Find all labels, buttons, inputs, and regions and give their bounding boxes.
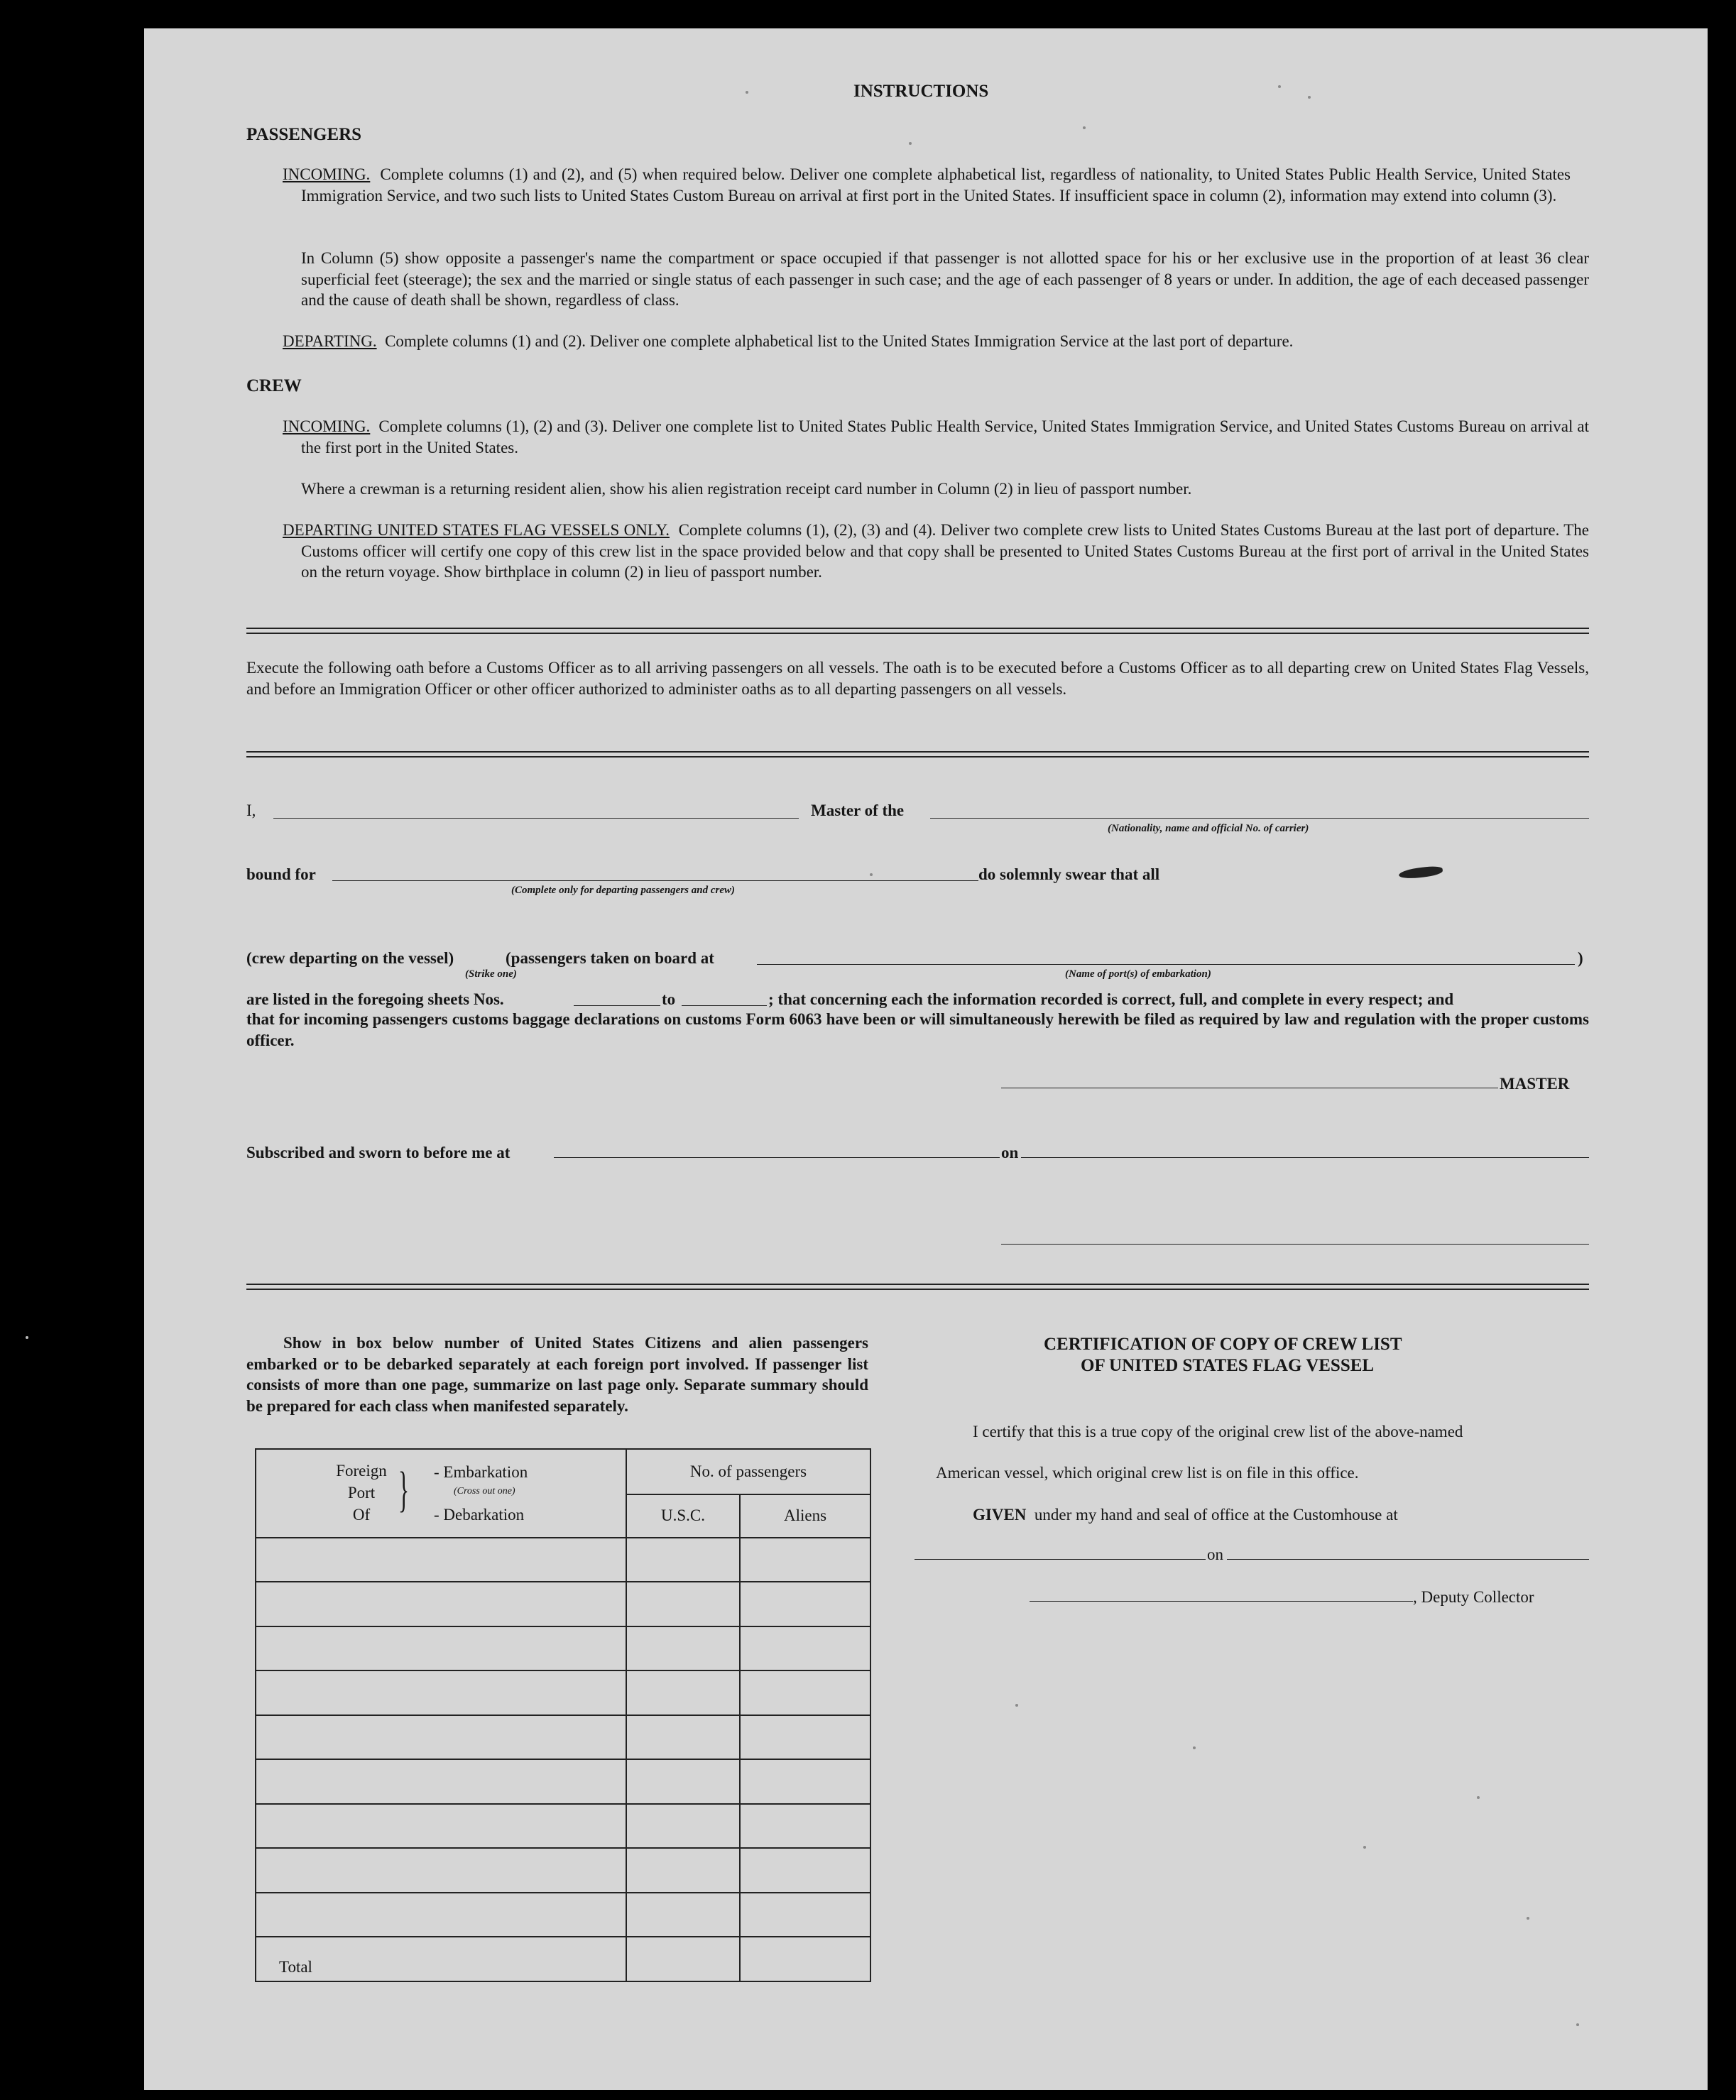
passengers-incoming-label: INCOMING. (283, 165, 371, 183)
usc-cell[interactable] (626, 1848, 740, 1893)
oath-i-label: I, (246, 802, 256, 819)
master-name-field[interactable] (273, 818, 799, 819)
carrier-caption: (Nationality, name and official No. of carrier) (1108, 823, 1309, 834)
listed-to-label: to (662, 990, 676, 1008)
speck (1083, 126, 1086, 129)
aliens-header: Aliens (740, 1494, 870, 1538)
listed-text-c: that for incoming passengers customs baggage declarations on customs Form 6063 have been or will simultaneously herewith be filed as required by law and regulation with the proper customs officer. (246, 1010, 1589, 1049)
usc-cell[interactable] (626, 1893, 740, 1937)
usc-header: U.S.C. (626, 1494, 740, 1538)
port-cell[interactable] (256, 1538, 626, 1582)
certification-on-label: on (1207, 1546, 1223, 1563)
port-cell[interactable] (256, 1759, 626, 1804)
speck (870, 873, 873, 876)
port-summary-table (255, 1448, 871, 1982)
close-paren: ) (1578, 949, 1583, 967)
passengers-departing-text: Complete columns (1) and (2). Deliver one complete alphabetical list to the United States Immigration Service at the last port of departure. (385, 332, 1294, 350)
bound-for-label: bound for (246, 865, 316, 883)
of-label: Of (352, 1506, 371, 1524)
divider (246, 1284, 1589, 1290)
passengers-departing-para (283, 332, 1293, 351)
crew-incoming-label: INCOMING. (283, 417, 371, 435)
aliens-cell[interactable] (740, 1538, 870, 1582)
speck (1576, 2023, 1579, 2026)
aliens-cell[interactable] (740, 1626, 870, 1671)
total-row-label: Total (256, 1937, 626, 1981)
speck (1015, 1704, 1018, 1707)
aliens-cell[interactable] (740, 1804, 870, 1849)
foreign-port-header (256, 1449, 626, 1538)
usc-cell[interactable] (626, 1582, 740, 1626)
listed-text-a: are listed in the foregoing sheets Nos. (246, 990, 504, 1008)
divider (246, 751, 1589, 758)
sheet-to-field[interactable] (682, 1005, 767, 1006)
speck (1193, 1746, 1196, 1749)
usc-cell[interactable] (626, 1804, 740, 1849)
crew-incoming-text: Complete columns (1), (2) and (3). Deliver one complete list to United States Public Health Service, United States Immigration Service, and United States Customs Bureau on arrival at the first port in the United States. (301, 417, 1590, 456)
total-usc-cell[interactable] (626, 1937, 740, 1981)
aliens-cell[interactable] (740, 1893, 870, 1937)
port-cell[interactable] (256, 1670, 626, 1715)
flag-vessels-text: Complete columns (1), (2), (3) and (4). Deliver two complete crew lists to United States Customs Bureau at the last port of departure. The Customs officer will certify one copy of this crew list in the space provided below and that copy shall be presented to United States Customs Bureau at the first port of arrival in the United States on the return voyage. Show birthplace in column (2) in lieu of passport number. (301, 521, 1590, 581)
strike-caption: (Strike one) (465, 968, 517, 980)
instructions-title: INSTRUCTIONS (853, 82, 989, 101)
listed-text-b: ; that concerning each the information recorded is correct, full, and complete in every respect; and (768, 990, 1454, 1008)
deputy-signature-field[interactable] (1030, 1601, 1413, 1602)
oath-intro: Execute the following oath before a Customs Officer as to all arriving passengers on all vessels. The oath is to be executed before a Customs Officer as to all departing crew on United States Flag Vessels, and before an Immigration Officer or other officer authorized to administer oaths as to all departing passengers on all vessels. (246, 659, 1589, 698)
certification-title-2: OF UNITED STATES FLAG VESSEL (1081, 1356, 1375, 1375)
port-of-embarkation-field[interactable] (757, 964, 1575, 965)
passengers-incoming-text: Complete columns (1) and (2), and (5) when required below. Deliver one complete alphabetical list, regardless of nationality, to United States Public Health Service, United States Immigration Service, and two such lists to United States Custom Bureau on arrival at first port in the United States. If insufficient space in column (2), information may extend into column (3). (301, 165, 1571, 204)
embarkation-label: - Embarkation (434, 1463, 528, 1482)
speck (909, 142, 912, 145)
port-cell[interactable] (256, 1582, 626, 1626)
deputy-collector-label: , Deputy Collector (1413, 1588, 1534, 1606)
certify-line-1: I certify that this is a true copy of the original crew list of the above-named (973, 1423, 1463, 1440)
port-cell[interactable] (256, 1848, 626, 1893)
debarkation-label: - Debarkation (434, 1506, 525, 1524)
port-cell[interactable] (256, 1893, 626, 1937)
passengers-heading: PASSENGERS (246, 125, 362, 144)
subscribed-label: Subscribed and sworn to before me at (246, 1144, 511, 1161)
usc-cell[interactable] (626, 1759, 740, 1804)
given-label: GIVEN (973, 1506, 1027, 1524)
aliens-cell[interactable] (740, 1670, 870, 1715)
passengers-incoming-para (283, 164, 1571, 206)
flag-vessels-para (283, 520, 1589, 583)
certification-date-field[interactable] (1227, 1559, 1589, 1560)
speck (1527, 1917, 1529, 1920)
certification-title-1: CERTIFICATION OF COPY OF CREW LIST (1044, 1335, 1402, 1354)
usc-cell[interactable] (626, 1626, 740, 1671)
no-of-passengers-header: No. of passengers (626, 1449, 870, 1494)
passengers-taken-text: (passengers taken on board at (506, 949, 714, 967)
summary-instructions: Show in box below number of United States Citizens and alien passengers embarked or to be debarked separately at each foreign port involved. If passenger list consists of more than one page, summarize on last page only. Separate summary should be prepared for each class when manifested separately. (246, 1334, 868, 1415)
usc-cell[interactable] (626, 1538, 740, 1582)
officer-signature-field[interactable] (1001, 1244, 1589, 1245)
carrier-field[interactable] (930, 818, 1589, 819)
total-aliens-cell[interactable] (740, 1937, 870, 1981)
crew-departing-text: (crew departing on the vessel) (246, 949, 454, 967)
port-label: Port (347, 1484, 376, 1502)
brace-icon: } (398, 1462, 410, 1518)
sworn-on-label: on (1001, 1144, 1019, 1161)
passengers-departing-label: DEPARTING. (283, 332, 377, 350)
column5-para: In Column (5) show opposite a passenger's name the compartment or space occupied if that passenger is not allotted space for his or her exclusive use in the proportion of at least 36 clear superficial feet (steerage); the sex and the married or single status of each passenger in such case; and the age of each passenger of 8 years or under. In addition, the age of each deceased passenger and the cause of death shall be shown, regardless of class. (301, 249, 1589, 309)
speck (746, 91, 748, 94)
aliens-cell[interactable] (740, 1848, 870, 1893)
foreign-label: Foreign (336, 1462, 387, 1480)
port-caption: (Name of port(s) of embarkation) (1065, 968, 1211, 980)
sworn-date-field[interactable] (1021, 1157, 1589, 1158)
sworn-place-field[interactable] (554, 1157, 1000, 1158)
speck (1308, 96, 1311, 99)
master-label: MASTER (1500, 1075, 1570, 1093)
bound-caption: (Complete only for departing passengers and crew) (511, 885, 735, 896)
master-of-label: Master of the (811, 802, 905, 819)
aliens-cell[interactable] (740, 1715, 870, 1760)
crewman-para: Where a crewman is a returning resident alien, show his alien registration receipt card number in Column (2) in lieu of passport number. (301, 480, 1192, 498)
port-cell[interactable] (256, 1804, 626, 1849)
sheet-from-field[interactable] (574, 1005, 660, 1006)
swear-text: do solemnly swear that all (978, 865, 1160, 883)
speck (1363, 1846, 1366, 1849)
flag-vessels-label: DEPARTING UNITED STATES FLAG VESSELS ONLY. (283, 521, 670, 539)
bound-for-field[interactable] (332, 880, 978, 881)
port-cell[interactable] (256, 1626, 626, 1671)
certify-line-2: American vessel, which original crew list is on file in this office. (936, 1464, 1359, 1482)
customhouse-field[interactable] (915, 1559, 1206, 1560)
speck (1477, 1796, 1480, 1799)
cross-out-label: (Cross out one) (454, 1486, 515, 1497)
aliens-cell[interactable] (740, 1759, 870, 1804)
crew-incoming-para (283, 416, 1589, 458)
given-text: under my hand and seal of office at the Customhouse at (1034, 1506, 1398, 1524)
given-line (973, 1505, 1398, 1524)
divider (246, 628, 1589, 634)
speck (26, 1336, 28, 1339)
speck (1278, 85, 1281, 88)
crew-heading: CREW (246, 376, 302, 395)
port-cell[interactable] (256, 1715, 626, 1760)
aliens-cell[interactable] (740, 1582, 870, 1626)
usc-cell[interactable] (626, 1670, 740, 1715)
usc-cell[interactable] (626, 1715, 740, 1760)
